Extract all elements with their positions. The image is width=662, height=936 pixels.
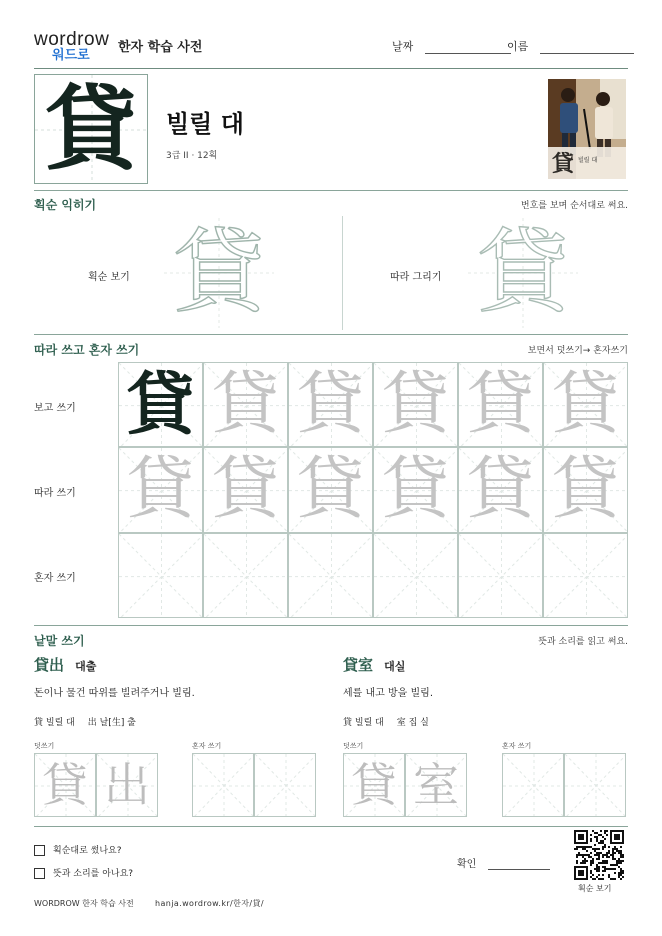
stroke-view-character: 貸: [172, 219, 265, 326]
logo-text-bottom: 워드로: [52, 48, 90, 63]
stroke-rule: [34, 334, 628, 335]
practice-cell-blank[interactable]: [543, 533, 628, 618]
words-section-hint: 뜻과 소리를 읽고 써요.: [538, 637, 628, 647]
trace-character: 貸: [551, 449, 620, 529]
words-rule: [34, 826, 628, 827]
hero-meta: 3급 II · 12획: [166, 151, 218, 161]
practice-cell-trace[interactable]: [543, 447, 628, 532]
model-character: 貸: [126, 364, 195, 445]
word-blank-cell[interactable]: [502, 753, 564, 817]
trace-character: 貸: [296, 364, 365, 444]
cell-guides: [193, 754, 253, 816]
practice-cell-model[interactable]: [118, 362, 203, 447]
word-1-b2-gloss: 날[生] 출: [99, 718, 136, 728]
stroke-trace-character: 貸: [476, 219, 569, 326]
checklist-item-2[interactable]: [34, 866, 133, 879]
trace-character: 貸: [211, 449, 280, 529]
practice-row-label-view: 보고 쓰기: [34, 403, 76, 414]
cell-guides: [289, 534, 372, 617]
qr-code[interactable]: [574, 830, 624, 880]
practice-cell-trace[interactable]: [203, 362, 288, 447]
word-trace-character: 出: [104, 758, 150, 812]
practice-row-label-alone: 혼자 쓰기: [34, 573, 76, 584]
trace-character: 貸: [551, 364, 620, 444]
cell-guides: [459, 534, 542, 617]
word-1-alone-label: 혼자 쓰기: [192, 742, 222, 750]
wordrow-logo[interactable]: [34, 30, 110, 64]
hero-rule: [34, 190, 628, 191]
word-trace-cell[interactable]: [405, 753, 467, 817]
trace-character: 貸: [296, 449, 365, 529]
name-blank[interactable]: [540, 53, 634, 54]
practice-cell-blank[interactable]: [118, 533, 203, 618]
qr-caption: 획순 보기: [578, 884, 612, 893]
confirm-blank[interactable]: [488, 869, 550, 870]
word-2-b1-char: 貸: [343, 718, 353, 728]
trace-character: 貸: [126, 449, 195, 529]
word-1-breakdown: [34, 715, 136, 728]
practice-cell-blank[interactable]: [203, 533, 288, 618]
practice-cell-trace[interactable]: [458, 362, 543, 447]
word-1-trace-label: 덧쓰기: [34, 742, 55, 750]
footer-brand: WORDROW 한자 학습 사전: [34, 899, 134, 908]
word-trace-cell[interactable]: [96, 753, 158, 817]
practice-cell-trace[interactable]: [373, 447, 458, 532]
word-blank-cell[interactable]: [192, 753, 254, 817]
practice-section-title: 따라 쓰고 혼자 쓰기: [34, 343, 140, 357]
confirm-field[interactable]: [457, 855, 550, 870]
word-1-meaning: 돈이나 물건 따위를 빌려주거나 빌림.: [34, 688, 195, 699]
word-trace-character: 貸: [42, 758, 88, 812]
qr-code-icon: [574, 830, 624, 880]
cell-guides: [503, 754, 563, 816]
thumbnail-mini-label: 빌릴 대: [578, 157, 598, 164]
confirm-label: 확인: [457, 859, 477, 870]
cell-guides: [374, 534, 457, 617]
word-1-b1-char: 貸: [34, 718, 44, 728]
stroke-view-panel[interactable]: [164, 218, 274, 328]
thumbnail-image[interactable]: [548, 79, 626, 179]
word-1-hanja: 貸出: [34, 656, 65, 674]
stroke-view-label: 획순 보기: [88, 272, 130, 283]
word-1-b1-gloss: 빌릴 대: [45, 718, 75, 728]
date-label: 날짜: [392, 40, 414, 53]
practice-rule: [34, 625, 628, 626]
trace-character: 貸: [381, 364, 450, 444]
cell-guides: [544, 534, 627, 617]
checklist-item-2-label: 뜻과 소리를 아나요?: [53, 869, 134, 879]
practice-cell-trace[interactable]: [203, 447, 288, 532]
word-2-alone-cells: [502, 753, 626, 817]
word-1-hangul: 대출: [75, 660, 97, 673]
trace-character: 貸: [466, 449, 535, 529]
checklist-item-1[interactable]: [34, 843, 122, 856]
word-blank-cell[interactable]: [564, 753, 626, 817]
cell-guides: [565, 754, 625, 816]
checkbox-stroke-order[interactable]: [34, 845, 45, 856]
practice-cell-blank[interactable]: [458, 533, 543, 618]
word-1-heading: [34, 654, 96, 675]
trace-character: 貸: [466, 364, 535, 444]
stroke-trace-label: 따라 그리기: [390, 272, 442, 283]
logo-text-top: wordrow: [34, 29, 110, 50]
footer-url[interactable]: hanja.wordrow.kr/한자/貸/: [155, 899, 264, 908]
word-1-trace-cells: [34, 753, 158, 817]
thumbnail-mini-char: 貸: [552, 151, 575, 177]
word-2-trace-cells: [343, 753, 467, 817]
words-section-title: 낱말 쓰기: [34, 634, 85, 648]
cell-guides: [119, 534, 202, 617]
practice-cell-trace[interactable]: [543, 362, 628, 447]
word-2-hanja: 貸室: [343, 656, 374, 674]
practice-cell-trace[interactable]: [373, 362, 458, 447]
practice-section-hint: 보면서 덧쓰기→ 혼자쓰기: [527, 346, 628, 356]
word-2-hangul: 대실: [384, 660, 406, 673]
hero-character-box: [34, 74, 148, 184]
hero-reading: 빌릴 대: [166, 110, 244, 138]
word-2-breakdown: [343, 715, 429, 728]
word-trace-cell[interactable]: [343, 753, 405, 817]
word-1-b2-char: 出: [87, 718, 97, 728]
practice-cell-trace[interactable]: [118, 447, 203, 532]
stroke-section-title: 획순 익히기: [34, 198, 97, 212]
cell-guides: [204, 534, 287, 617]
word-2-trace-label: 덧쓰기: [343, 742, 364, 750]
stroke-trace-panel[interactable]: [468, 218, 578, 328]
stroke-section-hint: 번호를 보며 순서대로 써요.: [520, 201, 628, 211]
word-2-b2-gloss: 집 실: [408, 718, 429, 728]
practice-cell-trace[interactable]: [288, 362, 373, 447]
header-rule: [34, 68, 628, 69]
practice-row-label-trace: 따라 쓰기: [34, 488, 76, 499]
name-label: 이름: [507, 40, 529, 53]
word-trace-cell[interactable]: [34, 753, 96, 817]
word-2-heading: [343, 654, 405, 675]
trace-character: 貸: [211, 364, 280, 444]
word-trace-character: 貸: [351, 758, 397, 812]
name-field[interactable]: [507, 38, 634, 54]
hero-character: 貸: [44, 75, 137, 183]
date-field[interactable]: [392, 38, 511, 54]
trace-character: 貸: [381, 449, 450, 529]
word-2-alone-label: 혼자 쓰기: [502, 742, 532, 750]
practice-grid: [118, 362, 628, 618]
checklist-item-1-label: 획순대로 썼나요?: [53, 846, 122, 856]
word-2-b2-char: 室: [396, 718, 406, 728]
checkbox-meaning-sound[interactable]: [34, 868, 45, 879]
word-blank-cell[interactable]: [254, 753, 316, 817]
date-blank[interactable]: [425, 53, 511, 54]
practice-cell-blank[interactable]: [288, 533, 373, 618]
word-1-alone-cells: [192, 753, 316, 817]
word-2-meaning: 세를 내고 방을 빌림.: [343, 688, 433, 699]
practice-cell-blank[interactable]: [373, 533, 458, 618]
word-trace-character: 室: [413, 758, 459, 812]
cell-guides: [255, 754, 315, 816]
stroke-divider: [342, 216, 343, 330]
word-2-b1-gloss: 빌릴 대: [354, 718, 384, 728]
practice-cell-trace[interactable]: [458, 447, 543, 532]
brand-title: 한자 학습 사전: [118, 40, 203, 55]
practice-cell-trace[interactable]: [288, 447, 373, 532]
